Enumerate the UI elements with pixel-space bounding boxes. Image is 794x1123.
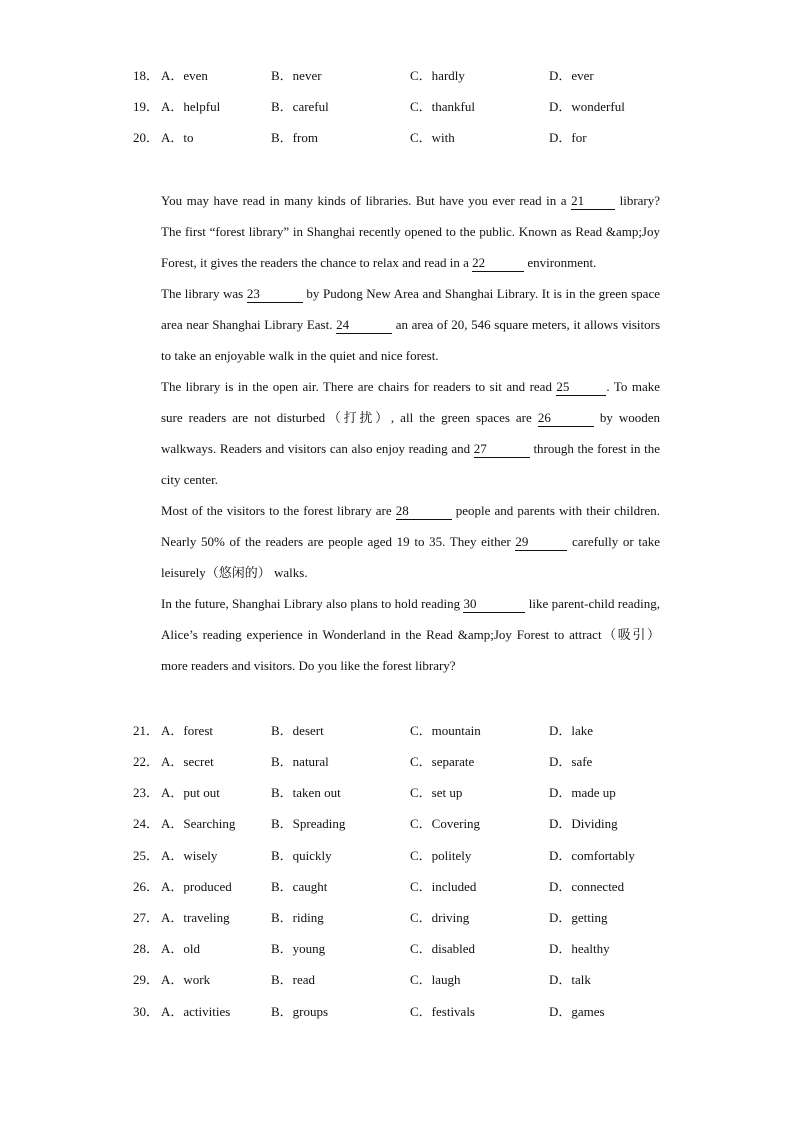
question-number: 29．: [133, 972, 160, 987]
passage-text: You may have read in many kinds of libraries. But have you ever read in a: [161, 193, 567, 208]
paragraph-3: [133, 371, 660, 495]
question-row-18: [133, 66, 693, 86]
option-c: C．politely: [410, 848, 472, 863]
option-a: A．old: [161, 941, 201, 956]
passage-text: through the forest in the city center.: [161, 441, 661, 487]
question-row-23: [133, 783, 693, 803]
passage-text: . To make sure readers are not disturbed（打扰）, all the green spaces are: [161, 379, 661, 425]
option-a: A．secret: [161, 754, 214, 769]
blank-21: 21: [571, 193, 615, 210]
option-a: A．Searching: [161, 816, 236, 831]
option-c: C．laugh: [410, 972, 461, 987]
option-a: A．produced: [161, 879, 232, 894]
option-c: C．hardly: [410, 68, 465, 83]
option-b: B．groups: [271, 1004, 329, 1019]
question-number: 19．: [133, 99, 160, 114]
option-c: C．with: [410, 130, 455, 145]
question-row-28: [133, 939, 693, 959]
paragraph-1: [133, 185, 660, 278]
passage-text: In the future, Shanghai Library also plans to hold reading: [161, 596, 461, 611]
option-a: A．activities: [161, 1004, 231, 1019]
option-c: C．Covering: [410, 816, 481, 831]
passage-text: The library is in the open air. There are chairs for readers to sit and read: [161, 379, 552, 394]
option-a: A．helpful: [161, 99, 221, 114]
question-number: 28．: [133, 941, 160, 956]
option-b: B．desert: [271, 723, 324, 738]
option-d: D．Dividing: [549, 816, 618, 831]
passage-text: like parent-child reading, Alice’s reading experience in Wonderland in the Read &amp;Joy Forest to attract（吸引）more readers and visitors. Do you like the forest library?: [161, 596, 661, 673]
question-row-20: [133, 128, 693, 148]
option-b: B．read: [271, 972, 316, 987]
passage-text: carefully or take leisurely（悠闲的） walks.: [161, 534, 661, 580]
blank-29: 29: [515, 534, 567, 551]
blank-30: 30: [463, 596, 525, 613]
passage-text: Most of the visitors to the forest library are: [161, 503, 392, 518]
passage-text: people and parents with their children. Nearly 50% of the readers are people aged 19 to 35. They either: [161, 503, 660, 549]
option-c: C．thankful: [410, 99, 475, 114]
option-b: B．taken out: [271, 785, 341, 800]
paragraph-4: [133, 495, 660, 588]
option-d: D．lake: [549, 723, 594, 738]
option-b: B．from: [271, 130, 318, 145]
option-d: D．safe: [549, 754, 593, 769]
option-c: C．mountain: [410, 723, 481, 738]
question-row-22: [133, 752, 693, 772]
passage-text: an area of 20, 546 square meters, it allows visitors to take an enjoyable walk in the quiet and nice forest.: [161, 317, 661, 363]
option-b: B．Spreading: [271, 816, 346, 831]
passage-text: environment.: [527, 255, 597, 270]
question-row-25: [133, 846, 693, 866]
paragraph-5: [133, 588, 660, 681]
passage-text: by wooden walkways. Readers and visitors can also enjoy reading and: [161, 410, 661, 456]
passage-text: The library was: [161, 286, 244, 301]
question-row-26: [133, 877, 693, 897]
question-number: 21．: [133, 723, 160, 738]
option-d: D．healthy: [549, 941, 610, 956]
passage-text: by Pudong New Area and Shanghai Library. It is in the green space area near Shanghai Library East.: [161, 286, 660, 332]
option-a: A．work: [161, 972, 211, 987]
passage-text: library? The first “forest library” in Shanghai recently opened to the public. Known as Read &amp;Joy Forest, it gives the readers the chance to relax and read in a: [161, 193, 661, 270]
option-b: B．riding: [271, 910, 324, 925]
question-row-27: [133, 908, 693, 928]
option-d: D．ever: [549, 68, 594, 83]
option-c: C．festivals: [410, 1004, 475, 1019]
option-d: D．talk: [549, 972, 591, 987]
option-c: C．disabled: [410, 941, 475, 956]
option-a: A．traveling: [161, 910, 230, 925]
option-d: D．comfortably: [549, 848, 635, 863]
question-row-24: [133, 814, 693, 834]
option-d: D．wonderful: [549, 99, 625, 114]
option-a: A．even: [161, 68, 208, 83]
option-c: C．set up: [410, 785, 463, 800]
question-row-30: [133, 1002, 693, 1022]
question-number: 23．: [133, 785, 160, 800]
blank-26: 26: [538, 410, 594, 427]
option-b: B．natural: [271, 754, 329, 769]
question-number: 22．: [133, 754, 160, 769]
passage: [133, 185, 660, 681]
option-a: A．put out: [161, 785, 220, 800]
option-b: B．never: [271, 68, 322, 83]
question-row-21: [133, 721, 693, 741]
option-b: B．caught: [271, 879, 328, 894]
paragraph-2: [133, 278, 660, 371]
question-number: 30．: [133, 1004, 160, 1019]
option-c: C．driving: [410, 910, 470, 925]
blank-28: 28: [396, 503, 452, 520]
option-d: D．made up: [549, 785, 616, 800]
option-b: B．quickly: [271, 848, 332, 863]
question-number: 18．: [133, 68, 160, 83]
option-b: B．careful: [271, 99, 329, 114]
option-a: A．wisely: [161, 848, 218, 863]
option-b: B．young: [271, 941, 326, 956]
question-row-29: [133, 970, 693, 990]
question-number: 27．: [133, 910, 160, 925]
question-number: 20．: [133, 130, 160, 145]
option-d: D．connected: [549, 879, 625, 894]
blank-25: 25: [556, 379, 606, 396]
question-number: 26．: [133, 879, 160, 894]
option-a: A．to: [161, 130, 194, 145]
option-c: C．included: [410, 879, 477, 894]
question-row-19: [133, 97, 693, 117]
option-c: C．separate: [410, 754, 475, 769]
option-d: D．for: [549, 130, 587, 145]
question-number: 25．: [133, 848, 160, 863]
question-number: 24．: [133, 816, 160, 831]
option-a: A．forest: [161, 723, 213, 738]
blank-27: 27: [474, 441, 530, 458]
option-d: D．getting: [549, 910, 608, 925]
blank-22: 22: [472, 255, 524, 272]
blank-23: 23: [247, 286, 303, 303]
blank-24: 24: [336, 317, 392, 334]
option-d: D．games: [549, 1004, 605, 1019]
